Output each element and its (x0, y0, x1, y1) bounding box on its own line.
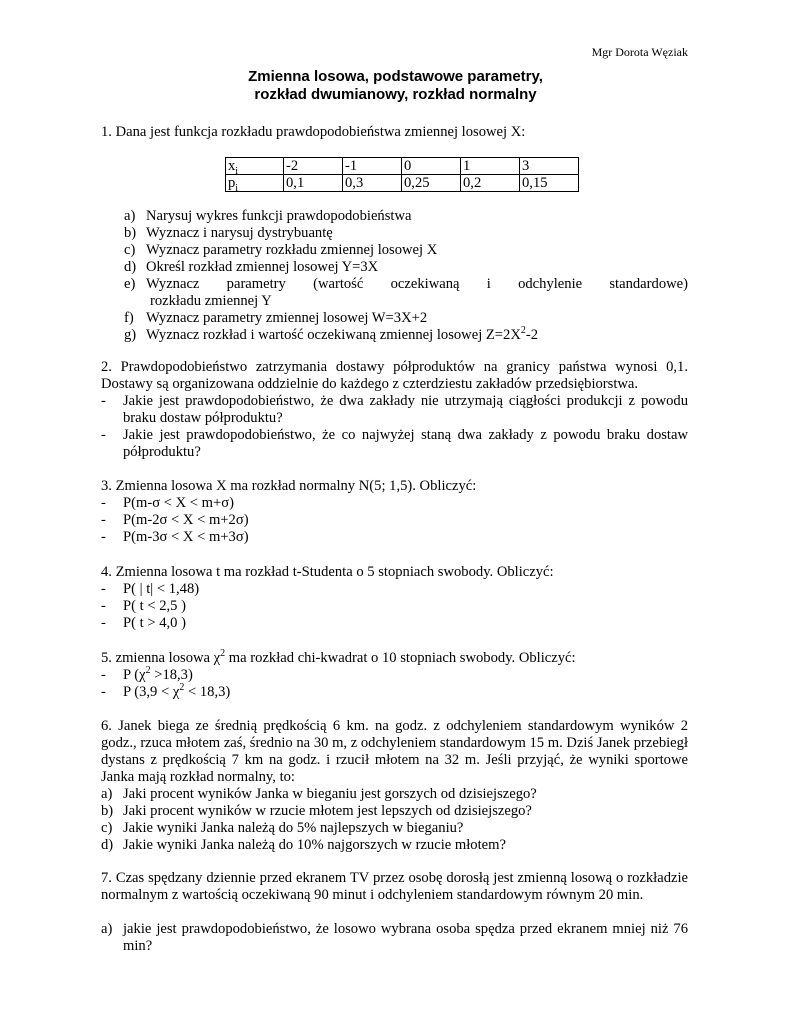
table-cell: 1 (461, 158, 520, 175)
task-1-list (124, 208, 688, 344)
table-cell: -1 (343, 158, 402, 175)
table-cell: -2 (284, 158, 343, 175)
list-item: d) Określ rozkład zmiennej losowej Y=3X (124, 259, 379, 275)
list-item: a) Narysuj wykres funkcji prawdopodobieństwa (124, 208, 412, 224)
task-5-intro: 5. zmienna losowa $\chi^2$ ma rozkład chi-kwadrat o 10 stopniach swobody. Obliczyć: (101, 648, 576, 666)
list-item: - P( | t| < 1,48) (101, 581, 200, 597)
page-title (0, 68, 791, 104)
list-item: a) Jaki procent wyników Janka w bieganiu jest gorszych od dzisiejszego? (101, 786, 537, 802)
title-line-2: rozkład dwumianowy, rozkład normalny (254, 86, 537, 103)
list-item: b) Jaki procent wyników w rzucie młotem jest lepszych od dzisiejszego? (101, 803, 532, 819)
table-row-x (226, 158, 579, 175)
list-item: - P(m-2σ < X < m+2σ) (101, 512, 249, 528)
table-cell: 0,15 (520, 175, 579, 192)
task-3-list (101, 495, 688, 546)
list-item: - P( t < 2,5 ) (101, 598, 186, 614)
table-cell: 0 (402, 158, 461, 175)
table-cell: $p_i$ (226, 175, 284, 192)
list-item: - P $(\chi^2 >18,3)$ (101, 665, 193, 683)
probability-table (225, 157, 579, 192)
table-cell: 0,2 (461, 175, 520, 192)
list-item: d) Jakie wyniki Janka należą do 10% najgorszych w rzucie młotem? (101, 837, 506, 853)
list-item: - P(m-3σ < X < m+3σ) (101, 529, 249, 545)
list-item: - P $(3,9 < \chi^2 < 18,3)$ (101, 682, 231, 700)
task-7-list (101, 921, 688, 955)
task-3-intro: 3. Zmienna losowa X ma rozkład normalny N(5; 1,5). Obliczyć: (101, 478, 477, 494)
list-item: c) Jakie wyniki Janka należą do 5% najlepszych w bieganiu? (101, 820, 464, 836)
table-cell: 3 (520, 158, 579, 175)
table-row-p (226, 175, 579, 192)
table-cell: 0,3 (343, 175, 402, 192)
list-item: e) Wyznacz parametry (wartość oczekiwaną i odchylenie standardowe) rozkładu zmiennej Y (124, 276, 688, 309)
task-4-intro: 4. Zmienna losowa t ma rozkład t-Studenta o 5 stopniach swobody. Obliczyć: (101, 564, 554, 580)
list-item: - Jakie jest prawdopodobieństwo, że dwa zakłady nie utrzymają ciągłości produkcji z powodu braku dostaw półproduktu? (101, 393, 688, 426)
task-1-intro: 1. Dana jest funkcja rozkładu prawdopodobieństwa zmiennej losowej X: (101, 124, 526, 140)
list-item: b) Wyznacz i narysuj dystrybuantę (124, 225, 333, 241)
list-item: g) Wyznacz rozkład i wartość oczekiwaną zmiennej losowej $Z=2X^2-2$ (124, 325, 539, 343)
list-item: c) Wyznacz parametry rozkładu zmiennej losowej X (124, 242, 438, 258)
task-4-list (101, 581, 688, 632)
title-line-1: Zmienna losowa, podstawowe parametry, (248, 68, 543, 85)
list-item: - Jakie jest prawdopodobieństwo, że co najwyżej staną dwa zakłady z powodu braku dostaw półproduktu? (101, 427, 688, 460)
task-5-list (101, 667, 688, 701)
table-cell: 0,25 (402, 175, 461, 192)
task-7-intro: 7. Czas spędzany dziennie przed ekranem TV przez osobę dorosłą jest zmienną losową o rozkładzie normalnym z wartością oczekiwaną 90 minut i odchyleniem standardowym równym 20 min. (101, 870, 688, 903)
task-6-list (101, 786, 688, 854)
task-2-list (101, 393, 688, 461)
table-cell: 0,1 (284, 175, 343, 192)
table-cell: $x_i$ (226, 158, 284, 175)
task-6-intro: 6. Janek biega ze średnią prędkością 6 km. na godz. z odchyleniem standardowym wyników 2 godz., rzuca młotem zaś, średnio na 30 m, z odchyleniem standardowym 15 m. Dziś Janek przebiegł dystans z prędkością 7 km na godz. i rzucił młotem na 32 m. Jeśli przyjąć, że wyniki sportowe Janka mają rozkład normalny, to: (101, 718, 688, 785)
task-2-intro: 2. Prawdopodobieństwo zatrzymania dostawy półproduktów na granicy państwa wynosi 0,1. Dostawy są organizowana oddzielnie do każdego z czterdziestu zakładów przedsiębiorstwa. (101, 359, 688, 392)
author-name: Mgr Dorota Węziak (591, 45, 688, 59)
list-item: - P( t > 4,0 ) (101, 615, 186, 631)
list-item: f) Wyznacz parametry zmiennej losowej W=3X+2 (124, 310, 428, 326)
list-item: - P(m-σ < X < m+σ) (101, 495, 234, 511)
list-item: a) jakie jest prawdopodobieństwo, że losowo wybrana osoba spędza przed ekranem mniej niż 76 min? (101, 921, 688, 954)
